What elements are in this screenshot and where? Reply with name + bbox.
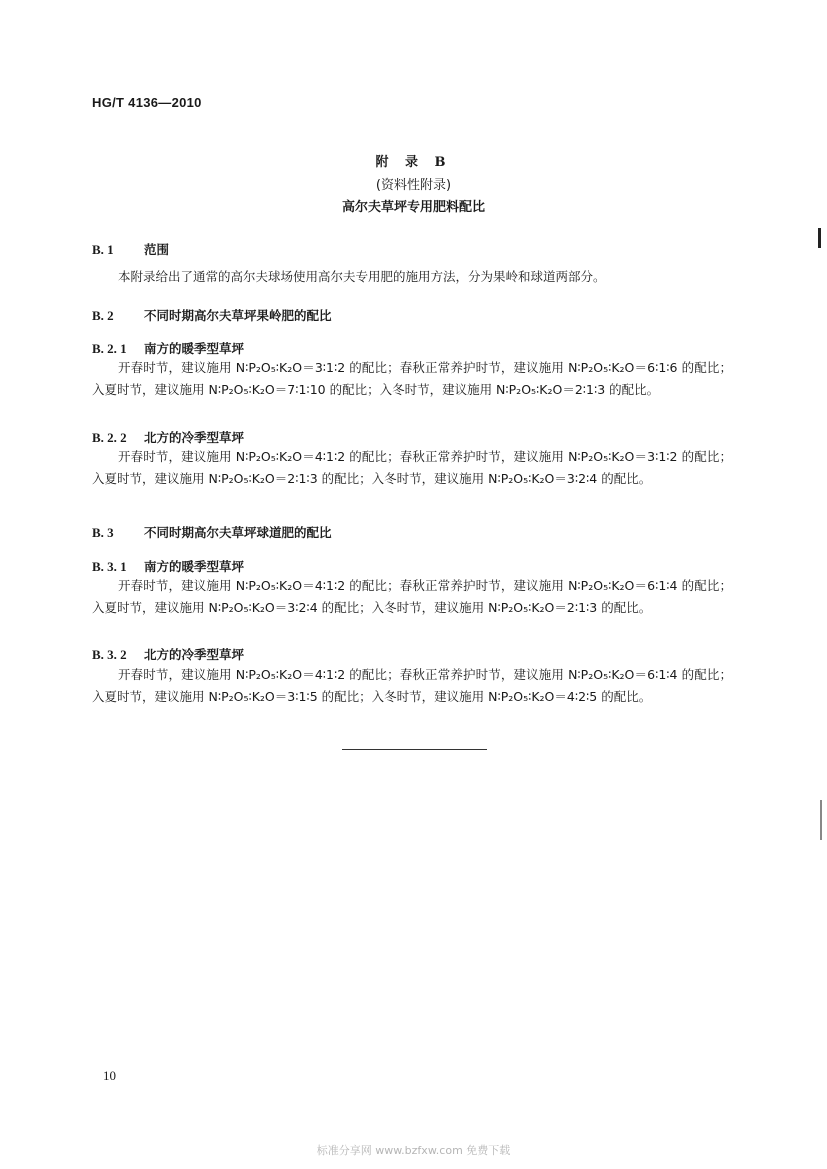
page-number: 10	[103, 1068, 116, 1083]
section-heading-b1	[92, 240, 169, 258]
section-title: 范围	[144, 242, 170, 257]
section-text-b1: 本附录给出了通常的高尔夫球场使用高尔夫专用肥的施用方法，分为果岭和球道两部分。	[118, 269, 606, 284]
section-heading-b3	[92, 523, 332, 541]
appendix-title: 附 录 B	[375, 155, 452, 170]
standard-code-header: HG/T 4136—2010	[92, 95, 202, 110]
section-heading-b31	[92, 557, 244, 575]
section-title: 南方的暖季型草坪	[144, 559, 245, 574]
section-heading-b32	[92, 645, 244, 663]
section-title: 不同时期高尔夫草坪果岭肥的配比	[144, 308, 332, 323]
section-title: 不同时期高尔夫草坪球道肥的配比	[144, 525, 332, 540]
section-number: B. 1	[92, 242, 114, 257]
section-number: B. 3. 1	[92, 559, 127, 574]
appendix-subtitle: 高尔夫草坪专用肥料配比	[341, 200, 485, 215]
section-text-b31: 开春时节，建议施用 N∶P₂O₅∶K₂O＝4∶1∶2 的配比；春秋正常养护时节，建议施用 N∶P₂O₅∶K₂O＝6∶1∶4 的配比；入夏时节，建议施用 N∶P₂O₅∶K₂O＝3∶2∶4 的配比；入冬时节，建议施用 N∶P₂O₅∶K₂O＝2∶1∶3 的配比。	[92, 578, 732, 615]
section-number: B. 3. 2	[92, 647, 127, 662]
appendix-type: (资料性附录)	[375, 178, 452, 193]
section-title: 北方的冷季型草坪	[144, 647, 245, 662]
section-text-b32: 开春时节，建议施用 N∶P₂O₅∶K₂O＝4∶1∶2 的配比；春秋正常养护时节，建议施用 N∶P₂O₅∶K₂O＝6∶1∶4 的配比；入夏时节，建议施用 N∶P₂O₅∶K₂O＝3∶1∶5 的配比；入冬时节，建议施用 N∶P₂O₅∶K₂O＝4∶2∶5 的配比。	[92, 667, 732, 704]
section-title: 北方的冷季型草坪	[144, 430, 245, 445]
scan-artifact	[818, 228, 821, 248]
section-title: 南方的暖季型草坪	[144, 341, 245, 356]
section-number: B. 2. 1	[92, 341, 127, 356]
section-heading-b21	[92, 339, 244, 357]
scan-artifact	[820, 800, 822, 840]
section-text-b21: 开春时节，建议施用 N∶P₂O₅∶K₂O＝3∶1∶2 的配比；春秋正常养护时节，建议施用 N∶P₂O₅∶K₂O＝6∶1∶6 的配比；入夏时节，建议施用 N∶P₂O₅∶K₂O＝7∶1∶10 的配比；入冬时节，建议施用 N∶P₂O₅∶K₂O＝2∶1∶3 的配比。	[92, 360, 732, 397]
section-heading-b22	[92, 428, 244, 446]
section-number: B. 3	[92, 525, 114, 540]
footer-watermark: 标准分享网 www.bzfxw.com 免费下载	[316, 1144, 511, 1157]
section-number: B. 2. 2	[92, 430, 127, 445]
section-text-b22: 开春时节，建议施用 N∶P₂O₅∶K₂O＝4∶1∶2 的配比；春秋正常养护时节，建议施用 N∶P₂O₅∶K₂O＝3∶1∶2 的配比；入夏时节，建议施用 N∶P₂O₅∶K₂O＝2∶1∶3 的配比；入冬时节，建议施用 N∶P₂O₅∶K₂O＝3∶2∶4 的配比。	[92, 449, 732, 486]
end-rule	[342, 749, 487, 750]
section-number: B. 2	[92, 308, 114, 323]
section-heading-b2	[92, 306, 332, 324]
